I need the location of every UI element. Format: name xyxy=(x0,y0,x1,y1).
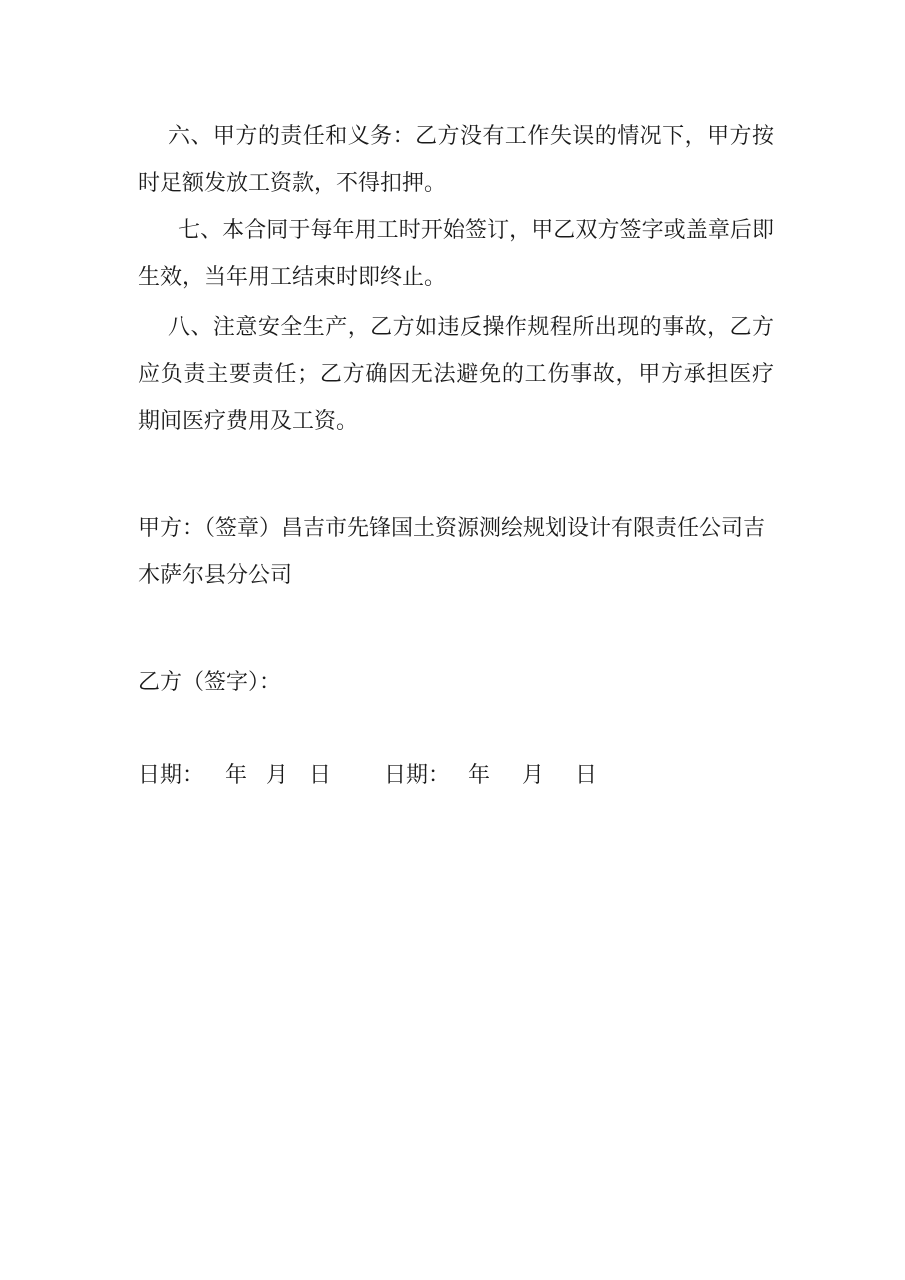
date-label-second: 日期： xyxy=(384,763,451,788)
date-day-second: 日 xyxy=(575,763,598,788)
clause-six: 六、甲方的责任和义务：乙方没有工作失误的情况下，甲方按时足额发放工资款，不得扣押。 xyxy=(138,124,774,196)
date-year-second: 年 xyxy=(468,763,491,788)
date-month-second: 月 xyxy=(522,763,545,788)
clause-seven: 七、本合同于每年用工时开始签订，甲乙双方签字或盖章后即生效，当年用工结束时即终止。 xyxy=(138,218,774,290)
date-day-first: 日 xyxy=(309,763,332,788)
date-year-first: 年 xyxy=(225,763,248,788)
party-b-signature-line: 乙方（签字）： xyxy=(138,670,282,695)
date-month-first: 月 xyxy=(266,763,289,788)
date-label-first: 日期： xyxy=(138,763,205,788)
party-a-signature-line: 甲方：（签章）昌吉市先锋国土资源测绘规划设计有限责任公司吉木萨尔县分公司 xyxy=(138,516,766,588)
clause-eight: 八、注意安全生产，乙方如违反操作规程所出现的事故，乙方应负责主要责任；乙方确因无法避免的工伤事故，甲方承担医疗期间医疗费用及工资。 xyxy=(138,315,774,434)
